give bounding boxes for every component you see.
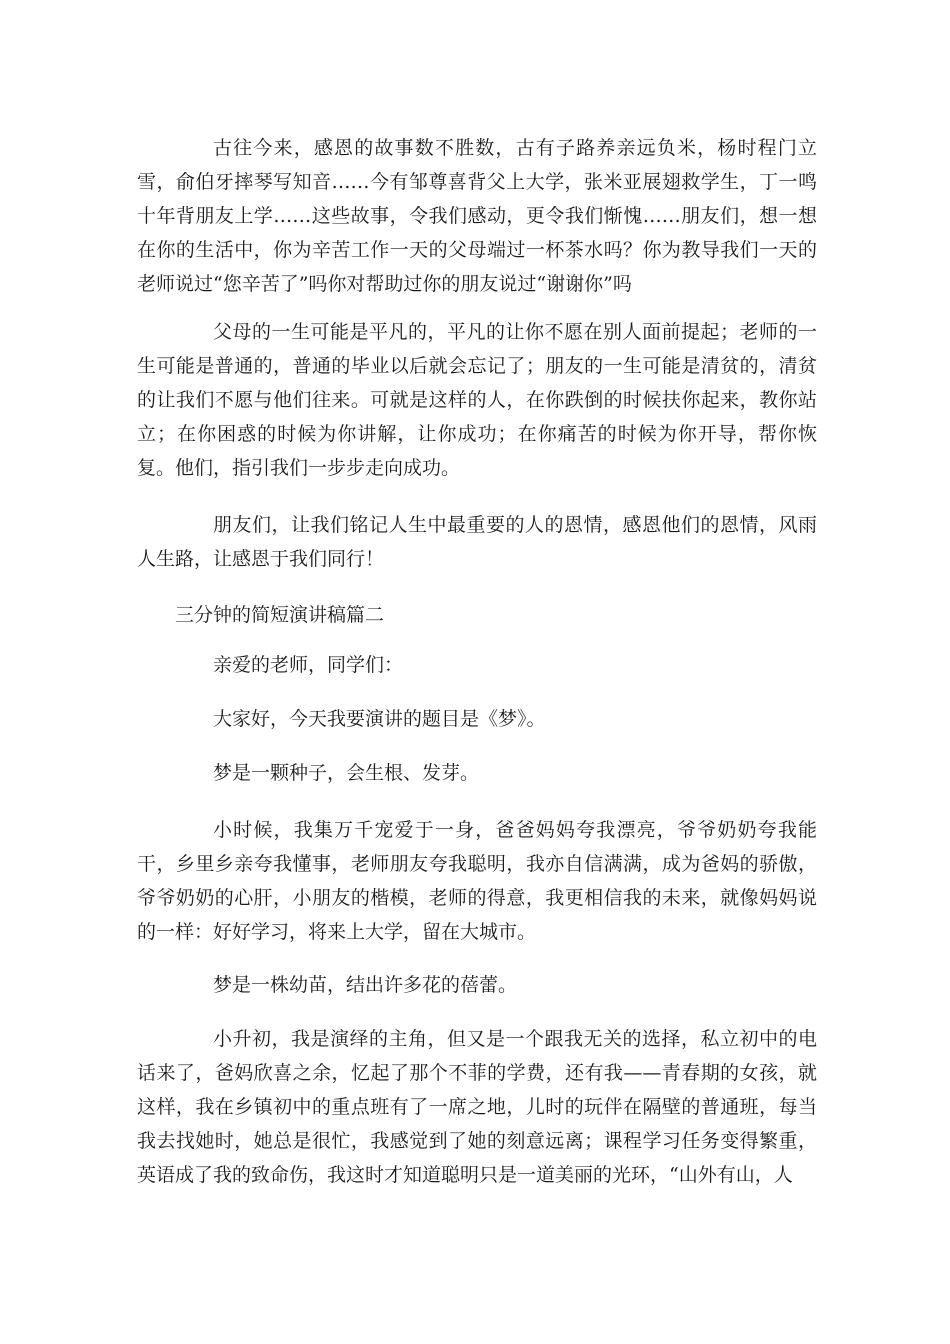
dream-sprout-line: 梦是一株幼苗，结出许多花的蓓蕾。 <box>213 974 518 996</box>
paragraph-parents-teachers-friends: 父母的一生可能是平凡的，平凡的让你不愿在别人面前提起；老师的一生可能是普通的，普通的毕业以后就会忘记了；朋友的一生可能是清贫的，清贫的让我们不愿与他们往来。可就是这样的人，在你跌倒的时候扶你起来，教你站立；在你困惑的时候为你讲解，让你成功；在你痛苦的时候为你开导，帮你恢复。他们，指引我们一步步走向成功。 <box>137 321 817 479</box>
intro-line: 大家好，今天我要演讲的题目是《梦》。 <box>213 708 546 730</box>
dream-seed-line: 梦是一颗种子，会生根、发芽。 <box>213 762 480 784</box>
paragraph-gratitude-stories: 古往今来，感恩的故事数不胜数，古有子路养亲远负米，杨时程门立雪，俞伯牙摔琴写知音……今有邹尊喜背父上大学，张米亚展翅救学生，丁一鸣十年背朋友上学……这些故事，令我们感动，更令我们惭愧……朋友们，想一想在你的生活中，你为辛苦工作一天的父母端过一杯茶水吗？你为教导我们一天的老师说过“您辛苦了”吗你对帮助过你的朋友说过“谢谢你”吗 <box>137 137 817 295</box>
paragraph-conclusion: 朋友们，让我们铭记人生中最重要的人的恩情，感恩他们的恩情，风雨人生路，让感恩于我们同行！ <box>137 514 817 570</box>
section-heading: 三分钟的简短演讲稿篇二 <box>175 604 385 626</box>
greeting-line: 亲爱的老师，同学们： <box>213 654 404 676</box>
paragraph-childhood: 小时候，我集万千宠爱于一身，爸爸妈妈夸我漂亮，爷爷奶奶夸我能干，乡里乡亲夸我懂事，老师朋友夸我聪明，我亦自信满满，成为爸妈的骄傲，爷爷奶奶的心肝，小朋友的楷模，老师的得意，我更相信我的未来，就像妈妈说的一样：好好学习，将来上大学，留在大城市。 <box>137 819 817 943</box>
paragraph-middle-school: 小升初，我是演绎的主角，但又是一个跟我无关的选择，私立初中的电话来了，爸妈欣喜之余，忆起了那个不菲的学费，还有我——青春期的女孩，就这样，我在乡镇初中的重点班有了一席之地，儿时的玩伴在隔壁的普通班，每当我去找她时，她总是很忙，我感觉到了她的刻意远离；课程学习任务变得繁重，英语成了我的致命伤，我这时才知道聪明只是一道美丽的光环，“山外有山，人 <box>137 1028 817 1186</box>
